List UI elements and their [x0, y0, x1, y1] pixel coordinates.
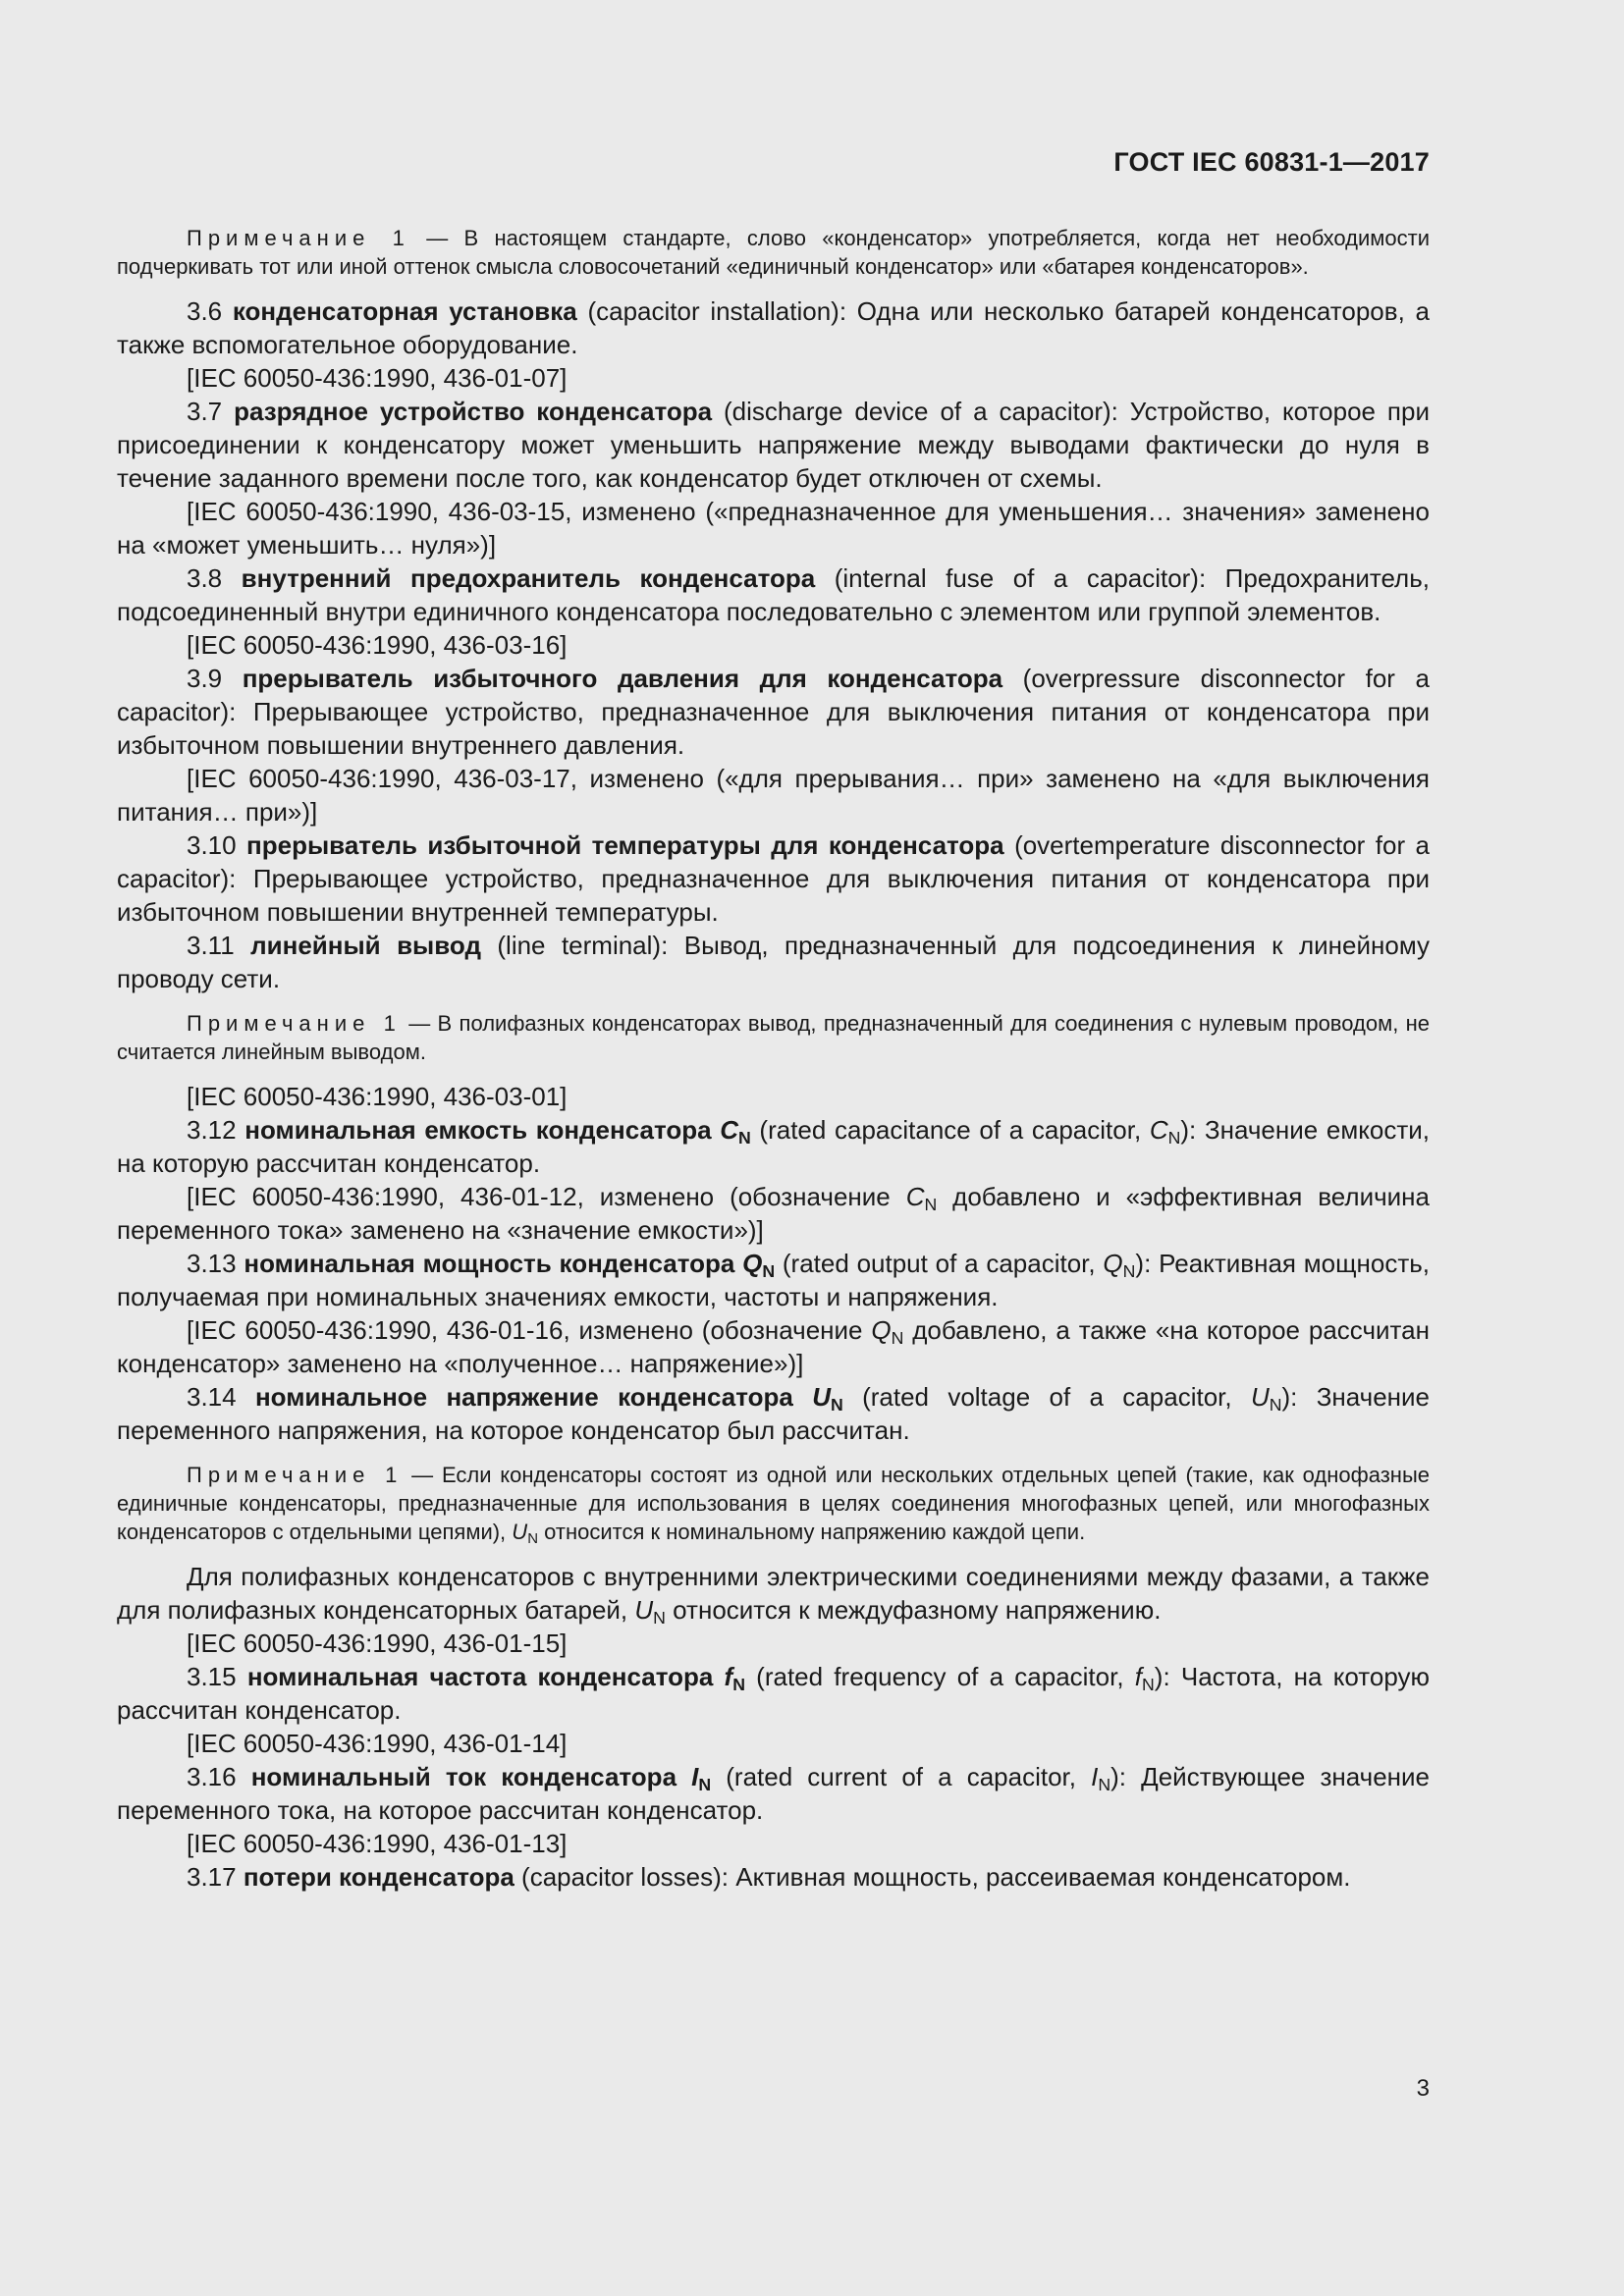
- text-segment: [IEC 60050-436:1990, 436-01-14]: [187, 1729, 568, 1758]
- subscript: N: [1269, 1394, 1282, 1415]
- text-segment: ): Действующее значение переменного тока, на которое рассчитан конденсатор.: [117, 1762, 1430, 1825]
- text-segment: (rated capacitance of a capacitor,: [750, 1115, 1150, 1145]
- subscript: N: [1098, 1774, 1111, 1794]
- text-segment: ): Значение переменного напряжения, на которое конденсатор был рассчитан.: [117, 1382, 1430, 1445]
- term: внутренний предохранитель конденсатора: [241, 563, 816, 593]
- term: номинальная емкость конденсатора: [244, 1115, 721, 1145]
- definition-paragraph: [117, 395, 1430, 495]
- symbol: Q: [742, 1249, 763, 1278]
- symbol-inline: Q: [1103, 1249, 1123, 1278]
- text-segment: ): Реактивная мощность, получаемая при номинальных значениях емкости, частоты и напряжения.: [117, 1249, 1430, 1311]
- text-segment: ): Значение емкости, на которую рассчитан конденсатор.: [117, 1115, 1430, 1178]
- spacer: [117, 1447, 1430, 1461]
- term: потери конденсатора: [243, 1862, 514, 1892]
- symbol-inline: C: [1149, 1115, 1168, 1145]
- symbol-subscript: N: [732, 1674, 745, 1694]
- text-segment: [IEC 60050-436:1990, 436-01-15]: [187, 1629, 568, 1658]
- term: прерыватель избыточной температуры для конденсатора: [246, 830, 1004, 860]
- symbol: f: [724, 1662, 733, 1691]
- text-segment: [IEC 60050-436:1990, 436-01-16, изменено (обозначение: [187, 1315, 872, 1345]
- text-segment: добавлено и «эффективная величина переменного тока» заменено на «значение емкости»)]: [117, 1182, 1430, 1245]
- text-segment: (line terminal): Вывод, предназначенный для подсоединения к линейному проводу сети.: [117, 931, 1430, 993]
- text-segment: 3.14: [187, 1382, 255, 1412]
- text-segment: [IEC 60050-436:1990, 436-03-17, изменено («для прерывания… при» заменено на «для выключения питания… при»)]: [117, 764, 1430, 827]
- spacer: [117, 995, 1430, 1009]
- spacer: [117, 1546, 1430, 1560]
- note-label: Примечание 1: [187, 1011, 402, 1036]
- definition-paragraph: [117, 495, 1430, 561]
- text-segment: [IEC 60050-436:1990, 436-01-13]: [187, 1829, 568, 1858]
- definition-paragraph: [117, 294, 1430, 361]
- symbol-inline: f: [1134, 1662, 1143, 1691]
- text-segment: (discharge device of a capacitor): Устройство, которое при присоединении к конденсатору может уменьшить напряжение между выводами фактически до нуля в течение заданного времени после того, как конденсатор будет отключен от схемы.: [117, 397, 1430, 493]
- text-segment: 3.13: [187, 1249, 244, 1278]
- text-segment: 3.7: [187, 397, 235, 426]
- term: линейный вывод: [250, 931, 481, 960]
- document-header: ГОСТ IEC 60831-1—2017: [1113, 147, 1430, 177]
- subscript: N: [653, 1607, 666, 1628]
- reference-paragraph: [117, 1727, 1430, 1760]
- text-segment: относится к междуфазному напряжению.: [665, 1595, 1162, 1625]
- text-segment: (rated frequency of a capacitor,: [744, 1662, 1135, 1691]
- symbol-subscript: N: [830, 1394, 843, 1415]
- text-segment: (overpressure disconnector for a capacitor): Прерывающее устройство, предназначенное для выключения питания от конденсатора при избыточном повышении внутреннего давления.: [117, 664, 1430, 760]
- text-segment: 3.15: [187, 1662, 247, 1691]
- reference-paragraph: [117, 1080, 1430, 1113]
- reference-paragraph: [117, 1827, 1430, 1860]
- term: номинальная частота конденсатора: [246, 1662, 725, 1691]
- spacer: [117, 281, 1430, 294]
- symbol-inline: U: [512, 1520, 528, 1544]
- symbol: U: [812, 1382, 831, 1412]
- text-segment: (capacitor installation): Одна или несколько батарей конденсаторов, а также вспомогательное оборудование.: [117, 296, 1430, 359]
- text-segment: — В настоящем стандарте, слово «конденсатор» употребляется, когда нет необходимости подчеркивать тот или иной оттенок смысла словосочетаний «единичный конденсатор» или «батарея конденсаторов».: [117, 226, 1430, 279]
- term: номинальный ток конденсатора: [250, 1762, 692, 1791]
- text-segment: 3.11: [187, 931, 251, 960]
- text-segment: 3.16: [187, 1762, 251, 1791]
- text-segment: (capacitor losses): Активная мощность, рассеиваемая конденсатором.: [514, 1862, 1351, 1892]
- symbol-inline: U: [1250, 1382, 1270, 1412]
- text-segment: 3.12: [187, 1115, 245, 1145]
- symbol-inline: U: [634, 1595, 654, 1625]
- text-segment: 3.9: [187, 664, 243, 693]
- symbol-subscript: N: [762, 1260, 776, 1281]
- page-number: 3: [1416, 2075, 1430, 2102]
- text-segment: (rated voltage of a capacitor,: [842, 1382, 1251, 1412]
- text-segment: (internal fuse of a capacitor): Предохранитель, подсоединенный внутри единичного конденсатора последовательно с элементом или группой элементов.: [117, 563, 1430, 626]
- text-segment: ): Частота, на которую рассчитан конденсатор.: [117, 1662, 1431, 1725]
- term: прерыватель избыточного давления для конденсатора: [242, 664, 1003, 693]
- subscript: N: [1167, 1127, 1181, 1148]
- subscript: N: [924, 1194, 938, 1214]
- reference-paragraph: [117, 1627, 1430, 1660]
- document-body: [117, 224, 1430, 1894]
- text-segment: Для полифазных конденсаторов с внутренними электрическими соединениями между фазами, а также для полифазных конденсаторных батарей,: [117, 1562, 1430, 1625]
- definition-paragraph: [117, 929, 1430, 995]
- text-segment: [IEC 60050-436:1990, 436-03-15, изменено («предназначенное для уменьшения… значения» заменено на «может уменьшить… нуля»)]: [117, 497, 1430, 560]
- text-segment: 3.10: [187, 830, 247, 860]
- definition-paragraph: [117, 1113, 1430, 1180]
- definition-paragraph: [117, 1760, 1430, 1827]
- note-paragraph: [117, 1461, 1430, 1546]
- definition-paragraph: [117, 662, 1430, 762]
- text-segment: (rated output of a capacitor,: [775, 1249, 1104, 1278]
- symbol-subscript: N: [738, 1127, 751, 1148]
- spacer: [117, 1066, 1430, 1080]
- text-segment: — В полифазных конденсаторах вывод, предназначенный для соединения с нулевым проводом, не считается линейным выводом.: [117, 1011, 1431, 1064]
- subscript: N: [527, 1530, 538, 1548]
- symbol-subscript: N: [698, 1774, 712, 1794]
- term: разрядное устройство конденсатора: [234, 397, 713, 426]
- reference-paragraph: [117, 361, 1430, 395]
- definition-paragraph: [117, 1860, 1430, 1894]
- definition-paragraph: [117, 1560, 1430, 1627]
- symbol-inline: C: [905, 1182, 925, 1211]
- text-segment: относится к номинальному напряжению каждой цепи.: [538, 1520, 1086, 1544]
- definition-paragraph: [117, 561, 1430, 628]
- reference-paragraph: [117, 628, 1430, 662]
- symbol: I: [691, 1762, 699, 1791]
- text-segment: [IEC 60050-436:1990, 436-03-16]: [187, 630, 568, 660]
- text-segment: 3.6: [187, 296, 233, 326]
- subscript: N: [891, 1327, 904, 1348]
- text-segment: [IEC 60050-436:1990, 436-01-07]: [187, 363, 568, 393]
- note-label: Примечание 1: [187, 226, 410, 250]
- definition-paragraph: [117, 1313, 1430, 1380]
- term: конденсаторная установка: [232, 296, 577, 326]
- note-paragraph: [117, 1009, 1430, 1066]
- note-paragraph: [117, 224, 1430, 281]
- symbol-inline: I: [1091, 1762, 1099, 1791]
- term: номинальное напряжение конденсатора: [254, 1382, 813, 1412]
- definition-paragraph: [117, 1660, 1430, 1727]
- symbol: C: [720, 1115, 738, 1145]
- definition-paragraph: [117, 1247, 1430, 1313]
- definition-paragraph: [117, 1380, 1430, 1447]
- definition-paragraph: [117, 762, 1430, 828]
- text-segment: [IEC 60050-436:1990, 436-01-12, изменено (обозначение: [187, 1182, 906, 1211]
- note-label: Примечание 1: [187, 1463, 404, 1487]
- text-segment: [IEC 60050-436:1990, 436-03-01]: [187, 1082, 568, 1111]
- text-segment: 3.17: [187, 1862, 244, 1892]
- text-segment: — Если конденсаторы состоят из одной или нескольких отдельных цепей (такие, как однофазные единичные конденсаторы, предназначенные для использования в целях соединения многофазных цепей, или многофазных конденсаторов с отдельными цепями),: [117, 1463, 1430, 1544]
- text-segment: (overtemperature disconnector for a capacitor): Прерывающее устройство, предназначенное для выключения питания от конденсатора при избыточном повышении внутренней температуры.: [117, 830, 1430, 927]
- definition-paragraph: [117, 828, 1430, 929]
- text-segment: 3.8: [187, 563, 242, 593]
- text-segment: (rated current of a capacitor,: [711, 1762, 1092, 1791]
- subscript: N: [1122, 1260, 1136, 1281]
- subscript: N: [1142, 1674, 1155, 1694]
- term: номинальная мощность конденсатора: [244, 1249, 743, 1278]
- symbol-inline: Q: [871, 1315, 892, 1345]
- text-segment: добавлено, а также «на которое рассчитан конденсатор» заменено на «полученное… напряжение»)]: [117, 1315, 1430, 1378]
- definition-paragraph: [117, 1180, 1430, 1247]
